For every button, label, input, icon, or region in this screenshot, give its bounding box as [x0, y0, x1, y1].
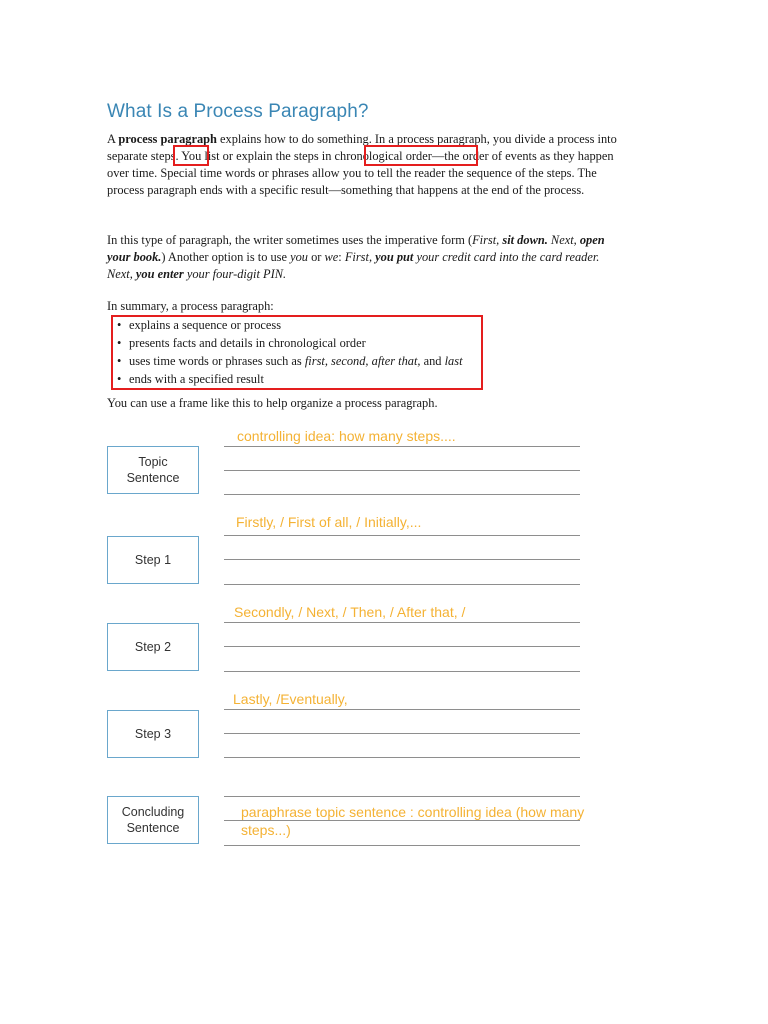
list-item: • uses time words or phrases such as first, second, after that, and last: [117, 352, 463, 370]
writing-line: [224, 845, 580, 846]
writing-line: [224, 709, 580, 710]
writing-line: [224, 796, 580, 797]
note-topic: controlling idea: how many steps....: [237, 428, 456, 444]
writing-line: [224, 671, 580, 672]
concluding-sentence-box: Concluding Sentence: [107, 796, 199, 844]
term-chronological-order: chronological order: [334, 149, 432, 163]
list-item: • explains a sequence or process: [117, 316, 463, 334]
note-concluding: paraphrase topic sentence : controlling idea (how many steps...): [241, 804, 585, 838]
writing-line: [224, 446, 580, 447]
highlight-box-chronological-order: [364, 145, 478, 166]
step-3-box: Step 3: [107, 710, 199, 758]
writing-line: [224, 535, 580, 536]
writing-line: [224, 733, 580, 734]
page-heading: What Is a Process Paragraph?: [107, 101, 369, 122]
note-step-3: Lastly, /Eventually,: [233, 691, 348, 707]
summary-intro: In summary, a process paragraph:: [107, 299, 274, 313]
writing-line: [224, 646, 580, 647]
highlight-box-summary-list: [111, 315, 483, 390]
note-step-1: Firstly, / First of all, / Initially,...: [236, 514, 422, 530]
writing-line: [224, 757, 580, 758]
writing-line: [224, 470, 580, 471]
frame-intro: You can use a frame like this to help organize a process paragraph.: [107, 396, 438, 410]
term-process-paragraph: process paragraph: [118, 132, 217, 146]
writing-line: [224, 622, 580, 623]
writing-line: [224, 584, 580, 585]
list-item: • presents facts and details in chronological order: [117, 334, 463, 352]
note-step-2: Secondly, / Next, / Then, / After that, /: [234, 604, 466, 620]
step-1-box: Step 1: [107, 536, 199, 584]
word-steps: steps.: [150, 149, 179, 163]
step-2-box: Step 2: [107, 623, 199, 671]
writing-line: [224, 494, 580, 495]
intro-paragraph: A process paragraph explains how to do something. In a process paragraph, you divide a process into separate steps. You list or explain the steps in chronological order—the order of events as they happen over time. Special time words or phrases allow you to tell the reader the sequence of the steps. The process paragraph ends with a specific result—something that happens at the end of the process.: [107, 132, 617, 197]
list-item: • ends with a specified result: [117, 370, 463, 388]
highlight-box-steps: [173, 145, 209, 166]
imperative-paragraph: In this type of paragraph, the writer sometimes uses the imperative form (First, sit down. Next, open your book.) Another option is to use you or we: First, you put your credit card into the card reader. Next, you enter your four-digit PIN.: [107, 233, 605, 281]
writing-line: [224, 559, 580, 560]
topic-sentence-box: Topic Sentence: [107, 446, 199, 494]
